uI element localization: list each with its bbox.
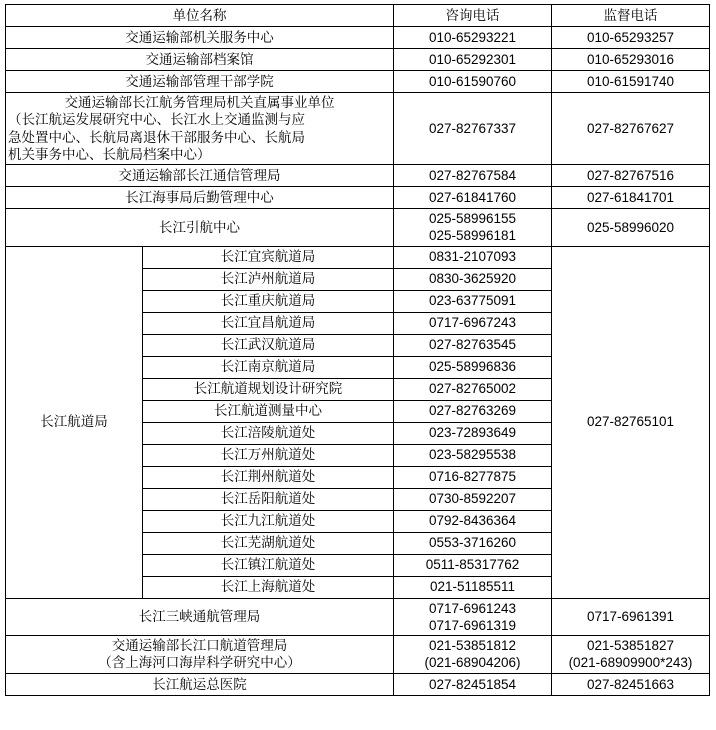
sub-unit-name: 长江泸州航道局: [143, 268, 394, 290]
consult-phone: 027-61841760: [394, 187, 552, 209]
sub-unit-name: 长江九江航道处: [143, 510, 394, 532]
unit-name: 交通运输部档案馆: [6, 49, 394, 71]
unit-name: 长江航运总医院: [6, 673, 394, 695]
supervise-phone: 010-65293016: [552, 49, 710, 71]
supervise-phone: 010-61591740: [552, 71, 710, 93]
consult-phone: 0792-8436364: [394, 510, 552, 532]
consult-phone: 021-51185511: [394, 576, 552, 598]
consult-phone: 027-82763269: [394, 400, 552, 422]
table-row: [6, 49, 710, 71]
consult-phone: 0716-8277875: [394, 466, 552, 488]
unit-name-line: 交通运输部长江口航道管理局: [111, 638, 288, 654]
consult-phone: 0511-85317762: [394, 554, 552, 576]
consult-phone: 025-58996836: [394, 356, 552, 378]
table-row: [6, 673, 710, 695]
table-row: [6, 636, 710, 674]
table-row: [6, 71, 710, 93]
consult-phone-line: 021-53851812: [428, 638, 517, 654]
consult-phone: 027-82451854: [394, 673, 552, 695]
unit-name-line: 机关事务中心、长航局档案中心）: [8, 146, 211, 162]
supervise-phone-group: 027-82765101: [552, 246, 710, 598]
consult-phone: 023-72893649: [394, 422, 552, 444]
supervise-phone: [552, 636, 710, 674]
supervise-phone-line: (021-68909900*243): [568, 655, 693, 671]
unit-name-line: 交通运输部长江航务管理局机关直属事业单位: [64, 95, 335, 110]
supervise-phone: 027-82767627: [552, 93, 710, 165]
consult-phone-line: 025-58996181: [428, 228, 517, 244]
consult-phone: [394, 598, 552, 636]
sub-unit-name: 长江涪陵航道处: [143, 422, 394, 444]
unit-name-group: 长江航道局: [6, 246, 143, 598]
consult-phone: 0717-6967243: [394, 312, 552, 334]
consult-phone: 023-63775091: [394, 290, 552, 312]
sub-unit-name: 长江镇江航道处: [143, 554, 394, 576]
consult-phone: [394, 636, 552, 674]
sub-unit-name: 长江宜昌航道局: [143, 312, 394, 334]
unit-name: [6, 636, 394, 674]
sub-unit-name: 长江重庆航道局: [143, 290, 394, 312]
unit-name: 长江引航中心: [6, 209, 394, 247]
column-header-consult: 咨询电话: [394, 5, 552, 27]
table-row: [6, 93, 710, 165]
supervise-phone: 027-82451663: [552, 673, 710, 695]
column-header-supervise: 监督电话: [552, 5, 710, 27]
consult-phone: 027-82763545: [394, 334, 552, 356]
supervise-phone: 010-65293257: [552, 27, 710, 49]
consult-phone: 0831-2107093: [394, 246, 552, 268]
unit-name: 长江三峡通航管理局: [6, 598, 394, 636]
supervise-phone: 027-61841701: [552, 187, 710, 209]
table-row: [6, 598, 710, 636]
supervise-phone: 0717-6961391: [552, 598, 710, 636]
table-row: [6, 209, 710, 247]
sub-unit-name: 长江芜湖航道处: [143, 532, 394, 554]
table-row: [6, 165, 710, 187]
sub-unit-name: 长江荆州航道处: [143, 466, 394, 488]
sub-unit-name: 长江宜宾航道局: [143, 246, 394, 268]
consult-phone: 027-82767584: [394, 165, 552, 187]
contact-directory-table: [5, 4, 710, 696]
consult-phone: 0730-8592207: [394, 488, 552, 510]
supervise-phone: 025-58996020: [552, 209, 710, 247]
unit-name-line: （长江航运发展研究中心、长江水上交通监测与应: [8, 112, 305, 128]
column-header-unit: 单位名称: [6, 5, 394, 27]
consult-phone: 027-82767337: [394, 93, 552, 165]
unit-name: [6, 93, 394, 165]
unit-name: 交通运输部管理干部学院: [6, 71, 394, 93]
table-row: [6, 27, 710, 49]
consult-phone: 027-82765002: [394, 378, 552, 400]
sub-unit-name: 长江岳阳航道处: [143, 488, 394, 510]
unit-name-line: （含上海河口海岸科学研究中心）: [98, 655, 301, 671]
sub-unit-name: 长江南京航道局: [143, 356, 394, 378]
consult-phone-line: 0717-6961243: [428, 600, 517, 616]
table-row: [6, 246, 710, 268]
unit-name: 长江海事局后勤管理中心: [6, 187, 394, 209]
consult-phone: 0553-3716260: [394, 532, 552, 554]
unit-name-line: 急处置中心、长航局离退休干部服务中心、长航局: [8, 129, 305, 145]
unit-name: 交通运输部长江通信管理局: [6, 165, 394, 187]
consult-phone: 010-65293221: [394, 27, 552, 49]
sub-unit-name: 长江武汉航道局: [143, 334, 394, 356]
consult-phone: 023-58295538: [394, 444, 552, 466]
sub-unit-name: 长江航道测量中心: [143, 400, 394, 422]
consult-phone: 010-61590760: [394, 71, 552, 93]
unit-name: 交通运输部机关服务中心: [6, 27, 394, 49]
supervise-phone-line: 021-53851827: [586, 638, 675, 654]
consult-phone: 0830-3625920: [394, 268, 552, 290]
table-header-row: [6, 5, 710, 27]
consult-phone-line: 0717-6961319: [428, 617, 517, 633]
supervise-phone: 027-82767516: [552, 165, 710, 187]
consult-phone: 010-65292301: [394, 49, 552, 71]
consult-phone: [394, 209, 552, 247]
table-row: [6, 187, 710, 209]
sub-unit-name: 长江上海航道处: [143, 576, 394, 598]
sub-unit-name: 长江万州航道处: [143, 444, 394, 466]
consult-phone-line: (021-68904206): [424, 655, 521, 671]
consult-phone-line: 025-58996155: [428, 211, 517, 227]
sub-unit-name: 长江航道规划设计研究院: [143, 378, 394, 400]
